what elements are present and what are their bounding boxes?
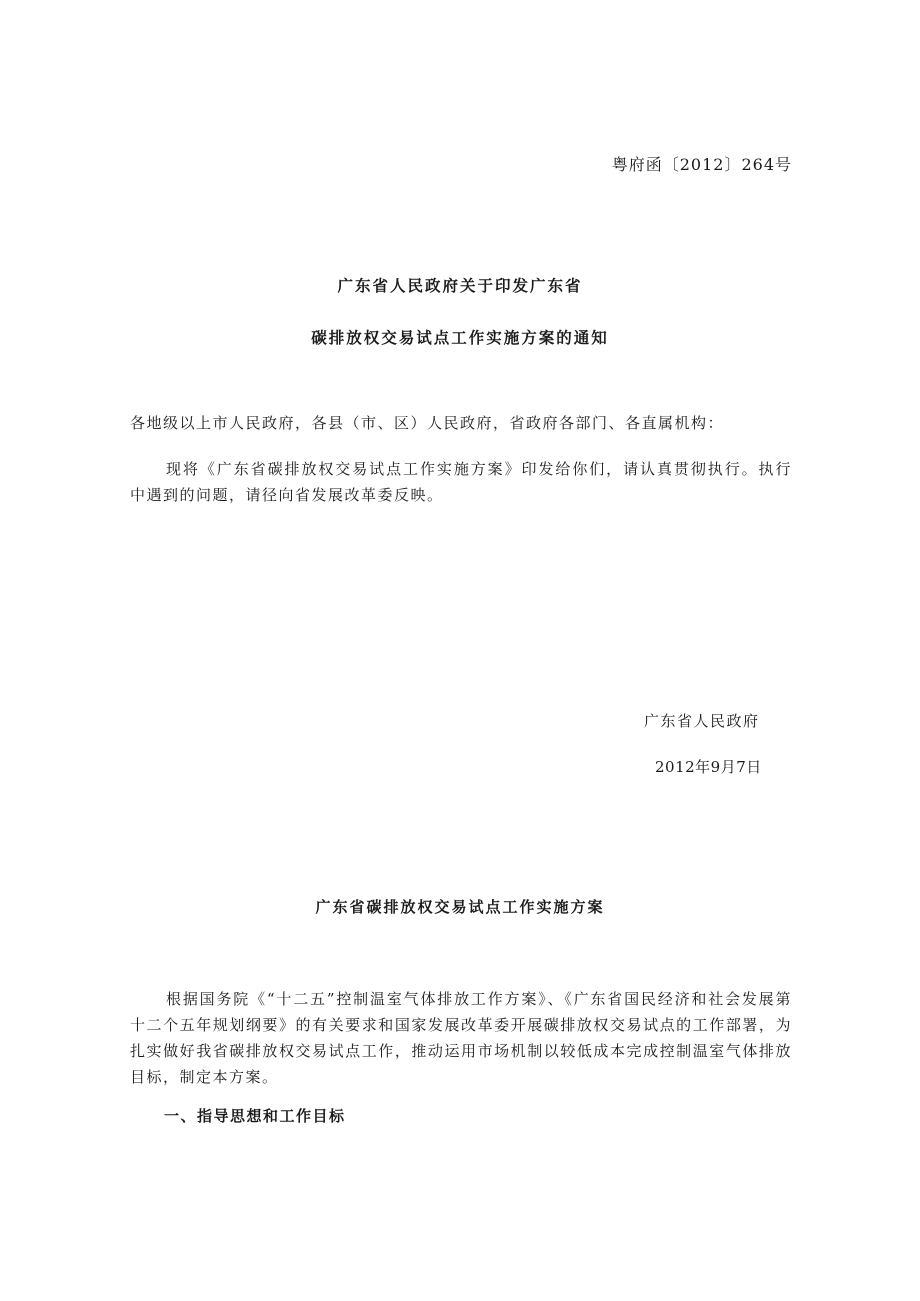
scheme-title: 广东省碳排放权交易试点工作实施方案	[315, 898, 605, 916]
notice-body-paragraph: 现将《广东省碳排放权交易试点工作实施方案》印发给你们，请认真贯彻执行。执行中遇到的问题，请径向省发展改革委反映。	[130, 460, 792, 504]
section-heading-1: 一、指导思想和工作目标	[164, 1107, 346, 1125]
notice-title-line-2: 碳排放权交易试点工作实施方案的通知	[311, 328, 609, 347]
issue-date: 2012年9月7日	[655, 758, 762, 776]
recipients-line: 各地级以上市人民政府，各县（市、区）人民政府，省政府各部门、各直属机构：	[130, 414, 725, 432]
scheme-intro-paragraph: 根据国务院《“十二五”控制温室气体排放工作方案》、《广东省国民经济和社会发展第十二个五年规划纲要》的有关要求和国家发展改革委开展碳排放权交易试点的工作部署，为扎实做好我省碳排放权交易试点工作，推动运用市场机制以较低成本完成控制温室气体排放目标，制定本方案。	[130, 990, 792, 1086]
notice-title-line-1: 广东省人民政府关于印发广东省	[337, 276, 583, 295]
issuer-signature: 广东省人民政府	[644, 712, 760, 730]
document-number: 粤府函〔2012〕264号	[611, 155, 792, 174]
